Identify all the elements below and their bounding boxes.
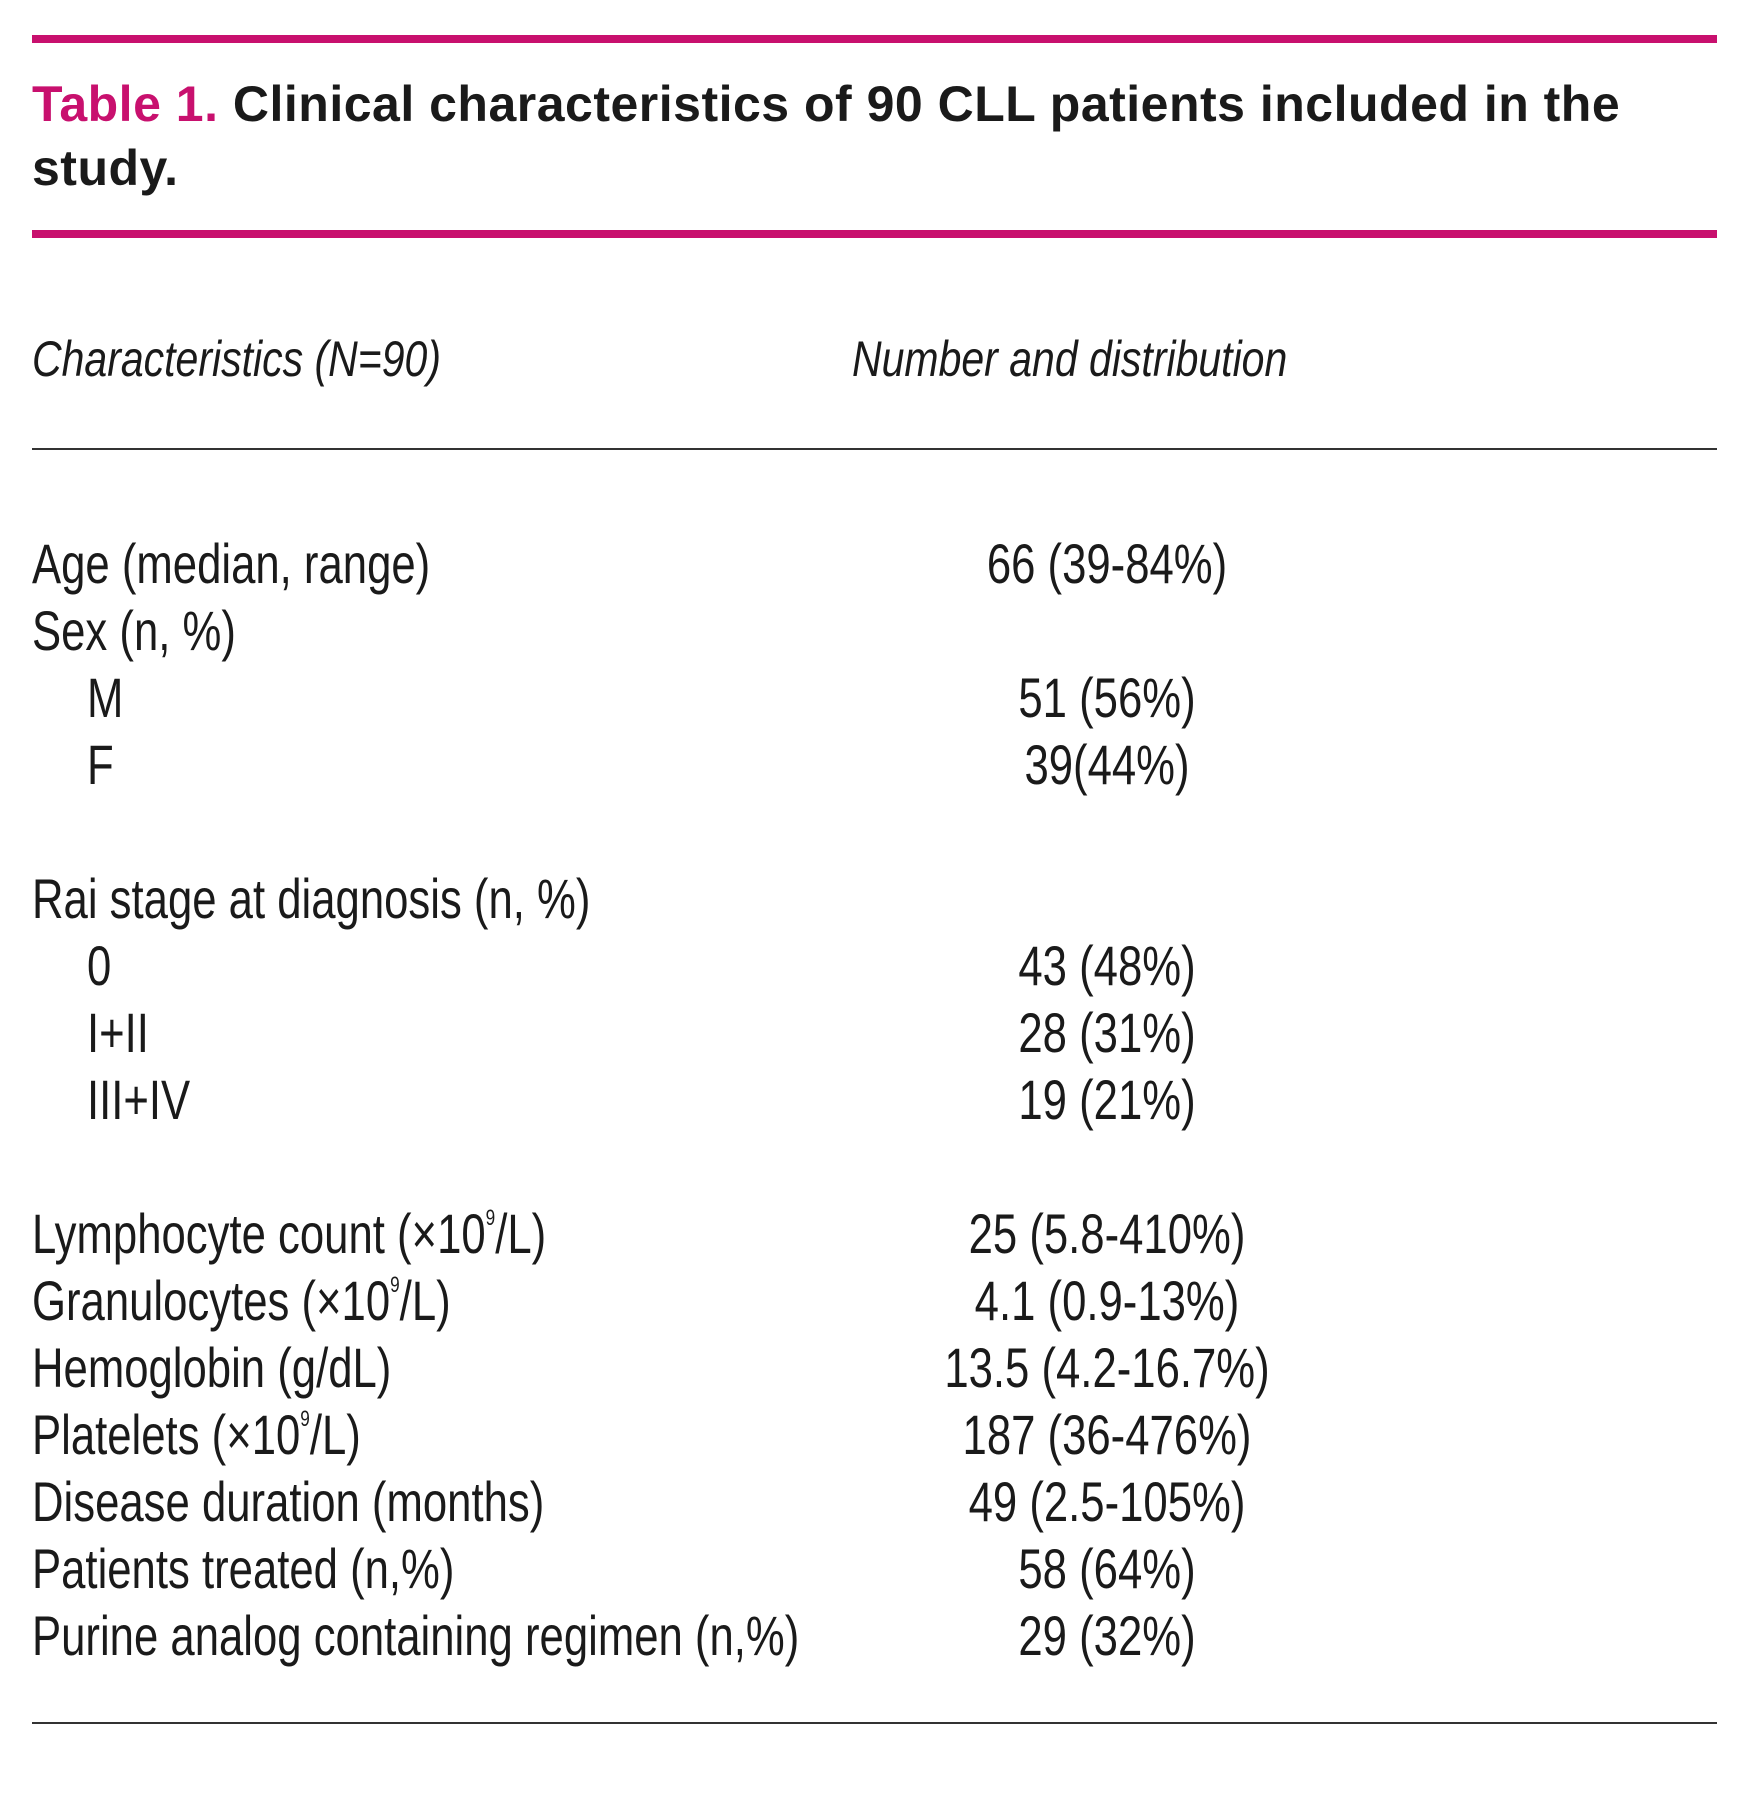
table-header-row — [32, 330, 1717, 400]
table-row-granulocytes — [32, 1267, 1717, 1334]
row-label: Purine analog containing regimen (n,%) — [32, 1604, 800, 1667]
table-row-hemoglobin — [32, 1334, 1717, 1401]
table-row-lymphocyte — [32, 1200, 1717, 1267]
caption-top-rule — [32, 35, 1717, 43]
row-label: Disease duration (months) — [32, 1470, 545, 1533]
row-label: Rai stage at diagnosis (n, %) — [32, 867, 591, 930]
row-label: Patients treated (n,%) — [32, 1537, 455, 1600]
row-label: F — [87, 733, 114, 796]
table-row-rai-1-2 — [32, 999, 1717, 1066]
header-number-distribution: Number and distribution — [852, 331, 1288, 387]
table-row-patients-treated — [32, 1535, 1717, 1602]
row-value: 187 (36-476%) — [962, 1403, 1252, 1466]
row-value: 58 (64%) — [1018, 1537, 1196, 1600]
table-row-platelets — [32, 1401, 1717, 1468]
row-value: 19 (21%) — [1018, 1068, 1196, 1131]
row-value: 28 (31%) — [1018, 1001, 1196, 1064]
row-label: Age (median, range) — [32, 532, 431, 595]
table-row-rai-3-4 — [32, 1066, 1717, 1133]
header-characteristics: Characteristics (N=90) — [32, 331, 441, 387]
table-row-age — [32, 530, 1717, 597]
row-value: 51 (56%) — [1018, 666, 1196, 729]
row-label: Lymphocyte count $(\times 10^9/L)$ — [32, 1202, 547, 1265]
row-label: Sex (n, %) — [32, 599, 236, 662]
row-value: 13.5 (4.2-16.7%) — [944, 1336, 1270, 1399]
table-row-sex-m — [32, 664, 1717, 731]
row-value: 39(44%) — [1024, 733, 1190, 796]
row-label: Hemoglobin (g/dL) — [32, 1336, 392, 1399]
row-label: I+II — [87, 1001, 149, 1064]
row-label: M — [87, 666, 124, 729]
table-bottom-rule — [32, 1722, 1717, 1724]
row-label: 0 — [87, 934, 112, 997]
row-value: 29 (32%) — [1018, 1604, 1196, 1667]
row-label: III+IV — [87, 1068, 191, 1131]
table-row-purine-analog — [32, 1602, 1717, 1669]
table-number: Table 1. — [32, 76, 219, 132]
table-row-rai-stage — [32, 865, 1717, 932]
table-row-sex-f — [32, 731, 1717, 798]
row-value: 49 (2.5-105%) — [968, 1470, 1246, 1533]
table-row-disease-duration — [32, 1468, 1717, 1535]
table-title: Clinical characteristics of 90 CLL patients included in the study. — [32, 76, 1621, 196]
table-row-sex — [32, 597, 1717, 664]
row-value: 25 (5.8-410%) — [968, 1202, 1246, 1265]
row-value: 4.1 (0.9-13%) — [974, 1269, 1240, 1332]
row-label: Granulocytes $(\times 10^9/L)$ — [32, 1269, 451, 1332]
row-value: 43 (48%) — [1018, 934, 1196, 997]
caption-bottom-rule — [32, 230, 1717, 238]
table-caption — [32, 72, 1722, 200]
row-value: 66 (39-84%) — [986, 532, 1228, 595]
header-rule — [32, 448, 1717, 450]
table-row-rai-0 — [32, 932, 1717, 999]
row-label: Platelets $(\times 10^9/L)$ — [32, 1403, 361, 1466]
